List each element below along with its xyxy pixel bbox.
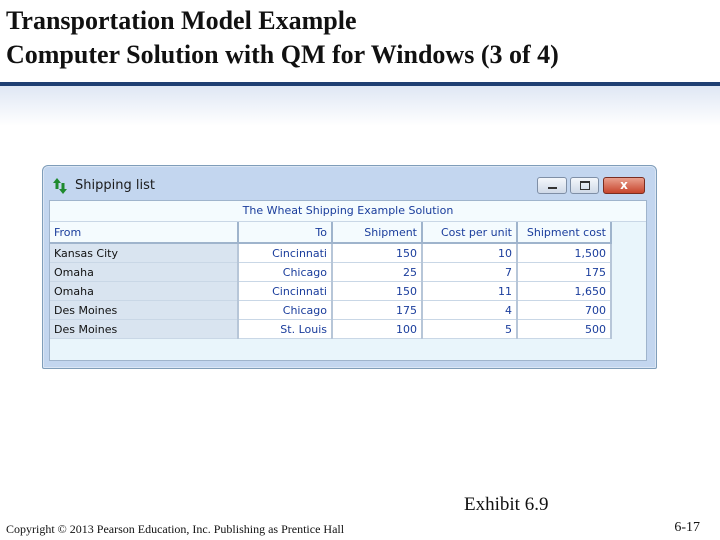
slide-title-line-2: Computer Solution with QM for Windows (3 of 4) bbox=[6, 40, 559, 69]
cell-shipment[interactable]: 150 bbox=[332, 282, 422, 301]
cell-from[interactable]: Omaha bbox=[50, 263, 238, 282]
table-row[interactable] bbox=[50, 301, 611, 320]
cell-cost-per-unit[interactable]: 11 bbox=[422, 282, 517, 301]
table-header-row bbox=[50, 222, 611, 243]
cell-shipment[interactable]: 175 bbox=[332, 301, 422, 320]
window-title: Shipping list bbox=[75, 178, 155, 193]
cell-cost-per-unit[interactable]: 10 bbox=[422, 243, 517, 263]
up-down-arrows-icon bbox=[53, 177, 67, 195]
column-header-to[interactable]: To bbox=[238, 222, 332, 243]
cell-shipment[interactable]: 25 bbox=[332, 263, 422, 282]
close-icon: x bbox=[620, 178, 628, 192]
table-row[interactable] bbox=[50, 320, 611, 339]
cell-to[interactable]: Cincinnati bbox=[238, 282, 332, 301]
title-gradient-band bbox=[0, 86, 720, 126]
cell-shipment[interactable]: 100 bbox=[332, 320, 422, 339]
cell-from[interactable]: Kansas City bbox=[50, 243, 238, 263]
cell-to[interactable]: Chicago bbox=[238, 263, 332, 282]
cell-shipment[interactable]: 150 bbox=[332, 243, 422, 263]
cell-from[interactable]: Omaha bbox=[50, 282, 238, 301]
maximize-button[interactable] bbox=[570, 177, 599, 194]
cell-to[interactable]: Cincinnati bbox=[238, 243, 332, 263]
exhibit-label: Exhibit 6.9 bbox=[464, 494, 549, 515]
cell-to[interactable]: St. Louis bbox=[238, 320, 332, 339]
grid-caption: The Wheat Shipping Example Solution bbox=[50, 201, 646, 222]
cell-cost-per-unit[interactable]: 5 bbox=[422, 320, 517, 339]
copyright-notice: Copyright © 2013 Pearson Education, Inc. Publishing as Prentice Hall bbox=[6, 522, 345, 536]
shipping-list-window bbox=[42, 165, 657, 369]
cell-to[interactable]: Chicago bbox=[238, 301, 332, 320]
column-header-shipment-cost[interactable]: Shipment cost bbox=[517, 222, 611, 243]
cell-shipment-cost[interactable]: 500 bbox=[517, 320, 611, 339]
table-row[interactable] bbox=[50, 243, 611, 263]
cell-shipment-cost[interactable]: 1,500 bbox=[517, 243, 611, 263]
column-header-from[interactable]: From bbox=[50, 222, 238, 243]
cell-shipment-cost[interactable]: 1,650 bbox=[517, 282, 611, 301]
table-row[interactable] bbox=[50, 282, 611, 301]
cell-from[interactable]: Des Moines bbox=[50, 301, 238, 320]
close-button[interactable] bbox=[603, 177, 645, 194]
cell-cost-per-unit[interactable]: 7 bbox=[422, 263, 517, 282]
cell-shipment-cost[interactable]: 175 bbox=[517, 263, 611, 282]
cell-from[interactable]: Des Moines bbox=[50, 320, 238, 339]
column-header-shipment[interactable]: Shipment bbox=[332, 222, 422, 243]
slide-title-line-1: Transportation Model Example bbox=[6, 6, 357, 35]
column-header-cost-per-unit[interactable]: Cost per unit bbox=[422, 222, 517, 243]
cell-cost-per-unit[interactable]: 4 bbox=[422, 301, 517, 320]
solution-grid bbox=[49, 200, 647, 361]
slide-title bbox=[6, 4, 716, 72]
shipping-table bbox=[50, 222, 612, 339]
window-titlebar[interactable] bbox=[43, 166, 656, 202]
table-row[interactable] bbox=[50, 263, 611, 282]
page-number: 6-17 bbox=[674, 520, 700, 535]
minimize-button[interactable] bbox=[537, 177, 567, 194]
cell-shipment-cost[interactable]: 700 bbox=[517, 301, 611, 320]
